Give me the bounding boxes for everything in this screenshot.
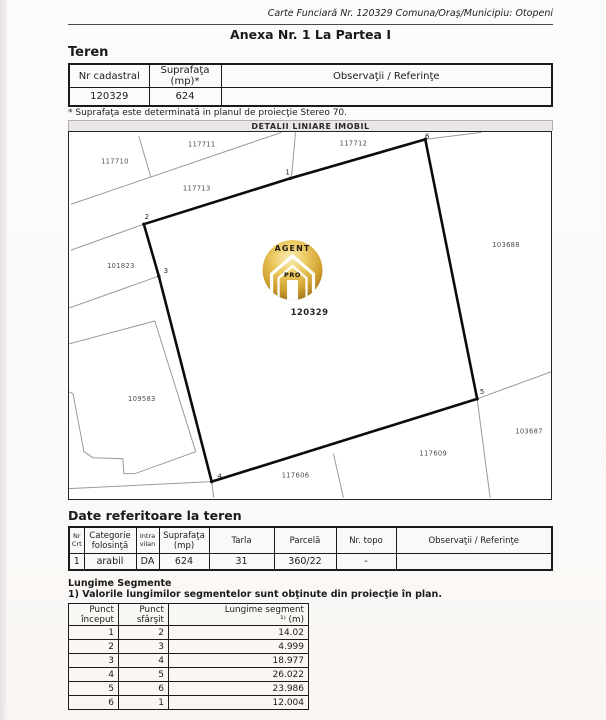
- seg-end: 2: [119, 626, 169, 640]
- col-suprafata-mp: Suprafaţa (mp): [159, 527, 209, 554]
- col-categorie: Categorie folosinţă: [84, 527, 136, 554]
- annex-title: Anexa Nr. 1 La Partea I: [230, 27, 391, 42]
- parcel-label-109583: 109583: [128, 394, 156, 403]
- col-punct-sfarsit: Punct sfârşit: [119, 604, 169, 626]
- parcel-label-117712: 117712: [339, 139, 368, 148]
- teren-table-header: [69, 64, 552, 88]
- date-teren-heading: Date referitoare la teren: [68, 508, 242, 523]
- col-parcela: Parcelă: [274, 527, 336, 554]
- suprafata-mp-value: 624: [159, 554, 209, 571]
- segments-header: [69, 604, 309, 626]
- seg-length: 23.986: [169, 682, 309, 696]
- col-nr-crt: Nr Crt: [69, 527, 84, 554]
- seg-end: 1: [119, 696, 169, 710]
- parcel-label-117713: 117713: [182, 184, 211, 193]
- seg-length: 12.004: [169, 696, 309, 710]
- vertex-label-6: 6: [425, 132, 430, 141]
- logo-agent-text: AGENT: [274, 244, 311, 254]
- col-intravilan: Intra vilan: [136, 527, 159, 554]
- seg-end: 4: [119, 654, 169, 668]
- col-observatii: Observaţii / Referinţe: [221, 64, 552, 88]
- seg-end: 5: [119, 668, 169, 682]
- seg-length: 4.999: [169, 640, 309, 654]
- col-lungime-segment: Lungime segment ¹⁾ (m): [169, 604, 309, 626]
- seg-end: 6: [119, 682, 169, 696]
- map-title: DETALII LINIARE IMOBIL: [68, 120, 553, 131]
- segments-note: 1) Valorile lungimilor segmentelor sunt obţinute din proiecţie în plan.: [68, 589, 442, 600]
- parcel-label-117711: 117711: [187, 140, 216, 149]
- categorie-value: arabil: [84, 554, 136, 571]
- seg-start: 6: [69, 696, 119, 710]
- parcel-label-103688: 103688: [492, 241, 520, 250]
- seg-length: 14.02: [169, 626, 309, 640]
- seg-length: 26.022: [169, 668, 309, 682]
- segments-table: [68, 603, 309, 710]
- table-row: [69, 696, 309, 710]
- seg-start: 5: [69, 682, 119, 696]
- teren-table: [68, 63, 553, 107]
- seg-start: 3: [69, 654, 119, 668]
- parcel-label-101823: 101823: [107, 262, 135, 271]
- teren-heading: Teren: [68, 45, 109, 60]
- segments-heading: Lungime Segmente: [68, 578, 172, 589]
- table-row: [69, 668, 309, 682]
- col-nr-cadastral: Nr cadastral: [69, 64, 149, 88]
- vertex-label-2: 2: [144, 213, 150, 222]
- cadastral-map: [68, 131, 552, 500]
- parcel-label-103687: 103687: [515, 427, 543, 436]
- nr-topo-value: -: [336, 554, 396, 571]
- observatii-value: [396, 554, 552, 571]
- col-tarla: Tarla: [209, 527, 274, 554]
- table-row: [69, 88, 552, 107]
- vertex-label-3: 3: [163, 267, 169, 276]
- seg-length: 18.977: [169, 654, 309, 668]
- vertex-label-4: 4: [217, 472, 222, 481]
- col-suprafata: Suprafaţa (mp)*: [149, 64, 221, 88]
- date-teren-header: [69, 527, 552, 554]
- seg-start: 1: [69, 626, 119, 640]
- table-row: [69, 654, 309, 668]
- suprafata-value: 624: [149, 88, 221, 107]
- nr-cadastral-value: 120329: [69, 88, 149, 107]
- observatii-value: [221, 88, 552, 107]
- parcel-label-117606: 117606: [281, 471, 310, 480]
- agent-pro-logo: [263, 240, 323, 302]
- parcel-label-117609: 117609: [419, 449, 448, 458]
- parcel-label-117710: 117710: [101, 157, 129, 166]
- parcela-value: 360/22: [274, 554, 336, 571]
- table-row: [69, 640, 309, 654]
- intravilan-value: DA: [136, 554, 159, 571]
- carte-funciara-header: Carte Funciară Nr. 120329 Comuna/Oraş/Municipiu: Otopeni: [68, 8, 553, 25]
- nr-crt-value: 1: [69, 554, 84, 571]
- tarla-value: 31: [209, 554, 274, 571]
- table-row: [69, 682, 309, 696]
- seg-start: 2: [69, 640, 119, 654]
- seg-end: 3: [119, 640, 169, 654]
- col-punct-inceput: Punct început: [69, 604, 119, 626]
- table-row: [69, 554, 552, 571]
- vertex-label-1: 1: [285, 168, 290, 177]
- table-row: [69, 626, 309, 640]
- suprafata-footnote: * Suprafaţa este determinată in planul de proiecţie Stereo 70.: [68, 108, 348, 118]
- seg-start: 4: [69, 668, 119, 682]
- vertex-label-5: 5: [479, 387, 485, 396]
- logo-pro-text: PRO: [284, 271, 302, 280]
- subject-parcel-number: 120329: [290, 307, 329, 318]
- date-teren-table: [68, 526, 553, 571]
- col-nr-topo: Nr. topo: [336, 527, 396, 554]
- col-observatii: Observaţii / Referinţe: [396, 527, 552, 554]
